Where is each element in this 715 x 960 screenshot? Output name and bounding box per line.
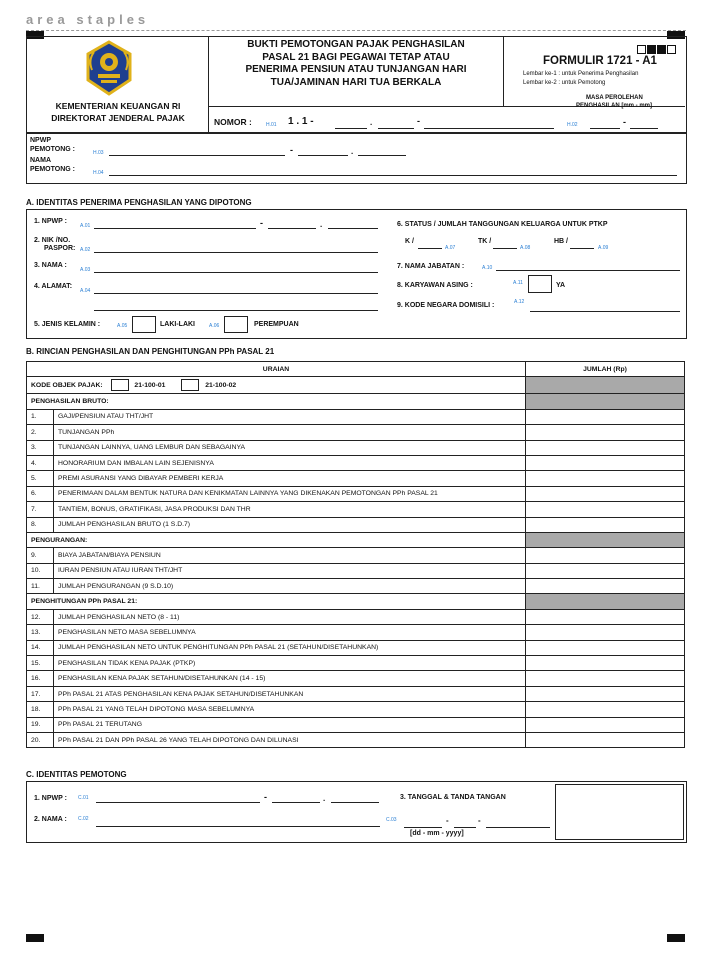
staples-dashed-line bbox=[26, 30, 686, 31]
row-amount-input[interactable] bbox=[526, 625, 685, 640]
row-amount-input[interactable] bbox=[526, 548, 685, 563]
table-row bbox=[27, 502, 685, 517]
a-tk-input[interactable] bbox=[493, 248, 517, 249]
kode-1-label: 21-100-01 bbox=[134, 382, 166, 390]
row-amount-input[interactable] bbox=[526, 517, 685, 532]
row-amount-input[interactable] bbox=[526, 686, 685, 701]
rincian-table bbox=[26, 361, 685, 748]
a-hb-code: A.09 bbox=[598, 245, 609, 251]
laki-laki-label: LAKI-LAKI bbox=[160, 321, 195, 328]
table-row bbox=[27, 656, 685, 671]
directorate-name: DIREKTORAT JENDERAL PAJAK bbox=[51, 113, 185, 123]
form-title-line-3: PENERIMA PENSIUN ATAU TUNJANGAN HARI bbox=[245, 64, 467, 75]
pemotong-npwp-input-1[interactable] bbox=[109, 155, 285, 156]
row-text: TUNJANGAN LAINNYA, UANG LEMBUR DAN SEBAGAINYA bbox=[54, 440, 526, 455]
a-npwp-dash: - bbox=[260, 218, 263, 228]
a-alamat-input-1[interactable] bbox=[94, 293, 378, 294]
row-text: JUMLAH PENGURANGAN (9 S.D.10) bbox=[54, 579, 526, 594]
row-number: 4. bbox=[27, 455, 54, 470]
row-number: 13. bbox=[27, 625, 54, 640]
table-row bbox=[27, 471, 685, 486]
section-a-title: A. IDENTITAS PENERIMA PENGHASILAN YANG DIPOTONG bbox=[26, 198, 252, 207]
a-negara-input[interactable] bbox=[530, 311, 680, 312]
row-text: GAJI/PENSIUN ATAU THT/JHT bbox=[54, 409, 526, 424]
table-row bbox=[27, 717, 685, 732]
c-npwp-dot: . bbox=[323, 794, 326, 803]
kode-objek-cell bbox=[27, 377, 526, 394]
kode-objek-jumlah bbox=[526, 377, 685, 394]
table-row bbox=[27, 671, 685, 686]
pemotong-nama-input[interactable] bbox=[109, 175, 677, 176]
a-negara-label: 9. KODE NEGARA DOMISILI : bbox=[397, 302, 495, 309]
a-npwp-dot: . bbox=[320, 220, 323, 229]
c-npwp-code: C.01 bbox=[78, 795, 89, 801]
col-jumlah-header: JUMLAH (Rp) bbox=[526, 362, 685, 377]
pemotong-npwp-dash: - bbox=[290, 145, 293, 155]
nomor-prefix: 1 . 1 - bbox=[288, 116, 314, 127]
section-b-title: B. RINCIAN PENGHASILAN DAN PENGHITUNGAN PPh PASAL 21 bbox=[26, 347, 275, 356]
form-title-line-4: TUA/JAMINAN HARI TUA BERKALA bbox=[270, 76, 442, 88]
row-number: 18. bbox=[27, 702, 54, 717]
row-amount-input[interactable] bbox=[526, 502, 685, 517]
a-tk-code: A.08 bbox=[520, 245, 531, 251]
djp-emblem-icon bbox=[84, 40, 134, 96]
c-npwp-input-1[interactable] bbox=[96, 802, 260, 803]
group-label-penghitungan: PENGHITUNGAN PPh PASAL 21: bbox=[27, 594, 526, 609]
a-alamat-input-2[interactable] bbox=[94, 310, 378, 311]
row-text: JUMLAH PENGHASILAN NETO (8 - 11) bbox=[54, 609, 526, 624]
c-npwp-dash: - bbox=[264, 792, 267, 802]
table-row bbox=[27, 455, 685, 470]
row-text: PPh PASAL 21 ATAS PENGHASILAN KENA PAJAK SETAHUN/DISETAHUNKAN bbox=[54, 686, 526, 701]
masa-label-2: PENGHASILAN [mm - mm] bbox=[576, 103, 653, 109]
kode-objek-row bbox=[27, 377, 685, 394]
row-text: PENGHASILAN NETO MASA SEBELUMNYA bbox=[54, 625, 526, 640]
form-name: FORMULIR 1721 - A1 bbox=[543, 55, 657, 67]
a-asing-label: 8. KARYAWAN ASING : bbox=[397, 282, 473, 289]
row-number: 10. bbox=[27, 563, 54, 578]
pemotong-npwp-input-3[interactable] bbox=[358, 155, 406, 156]
group-jumlah-pengurangan bbox=[526, 532, 685, 547]
a-npwp-input-3[interactable] bbox=[328, 228, 378, 229]
a-npwp-input-1[interactable] bbox=[94, 228, 256, 229]
table-row bbox=[27, 563, 685, 578]
pemotong-npwp-dot: . bbox=[351, 147, 354, 156]
row-number: 12. bbox=[27, 609, 54, 624]
a-nama-input[interactable] bbox=[94, 272, 378, 273]
c-ttd-label: 3. TANGGAL & TANDA TANGAN bbox=[400, 794, 506, 801]
pemotong-nama-code: H.04 bbox=[93, 170, 104, 176]
a-nik-input[interactable] bbox=[94, 252, 378, 253]
c-npwp-input-3[interactable] bbox=[331, 802, 379, 803]
row-amount-input[interactable] bbox=[526, 486, 685, 501]
a-k-label: K / bbox=[405, 238, 414, 245]
table-row bbox=[27, 702, 685, 717]
a-jk-label: 5. JENIS KELAMIN : bbox=[34, 321, 101, 328]
row-text: PPh PASAL 21 TERUTANG bbox=[54, 717, 526, 732]
a-jabatan-input[interactable] bbox=[496, 270, 680, 271]
row-text: PENGHASILAN TIDAK KENA PAJAK (PTKP) bbox=[54, 656, 526, 671]
group-row-pengurangan bbox=[27, 532, 685, 547]
row-text: PENERIMAAN DALAM BENTUK NATURA DAN KENIKMATAN LAINNYA YANG DIKENAKAN PEMOTONGAN PPh PASAL 21 bbox=[54, 486, 526, 501]
c-nama-input[interactable] bbox=[96, 826, 380, 827]
table-row bbox=[27, 732, 685, 747]
masa-label-1: MASA PEROLEHAN bbox=[586, 95, 643, 101]
a-asing-code: A.11 bbox=[513, 280, 523, 286]
a-nik-code: A.02 bbox=[80, 247, 91, 253]
row-number: 5. bbox=[27, 471, 54, 486]
a-npwp-code: A.01 bbox=[80, 223, 91, 229]
masa-code: H.02 bbox=[567, 122, 578, 128]
masa-input-1[interactable] bbox=[590, 128, 620, 129]
row-number: 19. bbox=[27, 717, 54, 732]
a-alamat-code: A.04 bbox=[80, 288, 91, 294]
row-number: 6. bbox=[27, 486, 54, 501]
row-number: 7. bbox=[27, 502, 54, 517]
row-text: PREMI ASURANSI YANG DIBAYAR PEMBERI KERJA bbox=[54, 471, 526, 486]
row-amount-input[interactable] bbox=[526, 425, 685, 440]
c-date-month-input[interactable] bbox=[454, 827, 476, 828]
row-text: BIAYA JABATAN/BIAYA PENSIUN bbox=[54, 548, 526, 563]
row-number: 16. bbox=[27, 671, 54, 686]
row-amount-input[interactable] bbox=[526, 640, 685, 655]
c-nama-label: 2. NAMA : bbox=[34, 816, 67, 823]
nomor-dash: - bbox=[417, 116, 420, 126]
pemotong-frame bbox=[26, 132, 687, 184]
staples-area-label: area staples bbox=[26, 12, 150, 27]
row-text: PENGHASILAN KENA PAJAK SETAHUN/DISETAHUNKAN (14 - 15) bbox=[54, 671, 526, 686]
form-title bbox=[210, 39, 502, 89]
a-alamat-label: 4. ALAMAT: bbox=[34, 283, 73, 290]
row-amount-input[interactable] bbox=[526, 471, 685, 486]
table-row bbox=[27, 640, 685, 655]
row-amount-input[interactable] bbox=[526, 671, 685, 686]
a-jk-code-2: A.06 bbox=[209, 323, 220, 329]
a-tk-label: TK / bbox=[478, 238, 492, 245]
pemotong-npwp-label-2: PEMOTONG : bbox=[30, 146, 75, 153]
nomor-input-1[interactable] bbox=[335, 128, 367, 129]
a-k-code: A.07 bbox=[445, 245, 456, 251]
a-jabatan-label: 7. NAMA JABATAN : bbox=[397, 263, 465, 270]
masa-dash: - bbox=[623, 117, 626, 127]
c-date-code: C.03 bbox=[386, 817, 397, 823]
kode-2-checkbox[interactable] bbox=[181, 379, 199, 391]
row-number: 3. bbox=[27, 440, 54, 455]
table-row bbox=[27, 548, 685, 563]
row-text: HONORARIUM DAN IMBALAN LAIN SEJENISNYA bbox=[54, 455, 526, 470]
table-row bbox=[27, 625, 685, 640]
row-text: IURAN PENSIUN ATAU IURAN THT/JHT bbox=[54, 563, 526, 578]
a-negara-code: A.12 bbox=[514, 299, 525, 305]
form-title-line-1: BUKTI PEMOTONGAN PAJAK PENGHASILAN bbox=[247, 39, 465, 50]
row-amount-input[interactable] bbox=[526, 717, 685, 732]
perempuan-label: PEREMPUAN bbox=[254, 321, 299, 328]
group-row-bruto bbox=[27, 394, 685, 409]
pemotong-nama-label-1: NAMA bbox=[30, 157, 51, 164]
a-jk-code-1: A.05 bbox=[117, 323, 128, 329]
section-c-title: C. IDENTITAS PEMOTONG bbox=[26, 770, 127, 779]
header-divider-1 bbox=[208, 36, 209, 132]
pemotong-npwp-label-1: NPWP bbox=[30, 137, 51, 144]
group-label-pengurangan: PENGURANGAN: bbox=[27, 532, 526, 547]
row-amount-input[interactable] bbox=[526, 732, 685, 747]
a-npwp-label: 1. NPWP : bbox=[34, 218, 67, 225]
perempuan-checkbox[interactable] bbox=[224, 316, 248, 333]
group-row-penghitungan bbox=[27, 594, 685, 609]
kode-objek-label: KODE OBJEK PAJAK: bbox=[31, 382, 103, 390]
row-number: 8. bbox=[27, 517, 54, 532]
row-number: 11. bbox=[27, 579, 54, 594]
a-ya-label: YA bbox=[556, 282, 566, 289]
row-amount-input[interactable] bbox=[526, 455, 685, 470]
table-row bbox=[27, 409, 685, 424]
c-date-dash-2: - bbox=[478, 816, 481, 825]
group-jumlah-penghitungan bbox=[526, 594, 685, 609]
corner-mark-bottom-left bbox=[26, 934, 44, 942]
signature-box[interactable] bbox=[555, 784, 684, 840]
pemotong-npwp-input-2[interactable] bbox=[298, 155, 348, 156]
copy-note-2: Lembar ke-2 : untuk Pemotong bbox=[523, 80, 606, 86]
a-nik-label-2: PASPOR: bbox=[44, 245, 76, 252]
table-row bbox=[27, 425, 685, 440]
table-row bbox=[27, 609, 685, 624]
nomor-input-2[interactable] bbox=[378, 128, 414, 129]
nomor-input-3[interactable] bbox=[424, 128, 554, 129]
a-k-input[interactable] bbox=[418, 248, 442, 249]
row-number: 17. bbox=[27, 686, 54, 701]
row-number: 15. bbox=[27, 656, 54, 671]
row-number: 14. bbox=[27, 640, 54, 655]
pemotong-npwp-code: H.03 bbox=[93, 150, 104, 156]
a-status-label: 6. STATUS / JUMLAH TANGGUNGAN KELUARGA UNTUK PTKP bbox=[397, 221, 608, 228]
a-nama-label: 3. NAMA : bbox=[34, 262, 67, 269]
group-jumlah-bruto bbox=[526, 394, 685, 409]
kode-2-label: 21-100-02 bbox=[205, 382, 237, 390]
pemotong-nama-label-2: PEMOTONG : bbox=[30, 166, 75, 173]
row-number: 2. bbox=[27, 425, 54, 440]
table-row bbox=[27, 579, 685, 594]
row-text: TANTIEM, BONUS, GRATIFIKASI, JASA PRODUKSI DAN THR bbox=[54, 502, 526, 517]
row-number: 9. bbox=[27, 548, 54, 563]
row-text: PPh PASAL 21 YANG TELAH DIPOTONG MASA SEBELUMNYA bbox=[54, 702, 526, 717]
c-npwp-label: 1. NPWP : bbox=[34, 795, 67, 802]
ministry-name: KEMENTERIAN KEUANGAN RI bbox=[55, 101, 181, 111]
a-nama-code: A.03 bbox=[80, 267, 91, 273]
masa-input-2[interactable] bbox=[630, 128, 658, 129]
karyawan-asing-checkbox[interactable] bbox=[528, 275, 552, 293]
c-date-hint: [dd - mm - yyyy] bbox=[410, 830, 464, 837]
a-hb-label: HB / bbox=[554, 238, 568, 245]
table-row bbox=[27, 686, 685, 701]
row-text: PPh PASAL 21 DAN PPh PASAL 26 YANG TELAH DIPOTONG DAN DILUNASI bbox=[54, 732, 526, 747]
nomor-label: NOMOR : bbox=[214, 117, 252, 127]
row-amount-input[interactable] bbox=[526, 609, 685, 624]
row-text: JUMLAH PENGHASILAN BRUTO (1 S.D.7) bbox=[54, 517, 526, 532]
row-text: TUNJANGAN PPh bbox=[54, 425, 526, 440]
form-title-line-2: PASAL 21 BAGI PEGAWAI TETAP ATAU bbox=[262, 51, 450, 63]
c-date-year-input[interactable] bbox=[486, 827, 550, 828]
a-npwp-input-2[interactable] bbox=[268, 228, 316, 229]
group-label-bruto: PENGHASILAN BRUTO: bbox=[27, 394, 526, 409]
row-amount-input[interactable] bbox=[526, 579, 685, 594]
kode-1-checkbox[interactable] bbox=[111, 379, 129, 391]
a-nik-label-1: 2. NIK /NO. bbox=[34, 237, 71, 244]
row-amount-input[interactable] bbox=[526, 563, 685, 578]
corner-mark-bottom-right bbox=[667, 934, 685, 942]
c-date-dash-1: - bbox=[446, 816, 449, 825]
a-jabatan-code: A.10 bbox=[482, 265, 493, 271]
row-amount-input[interactable] bbox=[526, 702, 685, 717]
row-amount-input[interactable] bbox=[526, 656, 685, 671]
nomor-dot-1: . bbox=[370, 118, 373, 127]
a-hb-input[interactable] bbox=[570, 248, 594, 249]
row-number: 1. bbox=[27, 409, 54, 424]
row-text: JUMLAH PENGHASILAN NETO UNTUK PENGHITUNGAN PPh PASAL 21 (SETAHUN/DISETAHUNKAN) bbox=[54, 640, 526, 655]
copy-note-1: Lembar ke-1 : untuk Penerima Penghasilan bbox=[523, 71, 639, 77]
table-row bbox=[27, 517, 685, 532]
col-uraian-header: URAIAN bbox=[27, 362, 526, 377]
table-header-row bbox=[27, 362, 685, 377]
table-row bbox=[27, 440, 685, 455]
c-nama-code: C.02 bbox=[78, 816, 89, 822]
row-amount-input[interactable] bbox=[526, 409, 685, 424]
nomor-code: H.01 bbox=[266, 122, 277, 128]
c-date-day-input[interactable] bbox=[404, 827, 442, 828]
c-npwp-input-2[interactable] bbox=[272, 802, 320, 803]
table-row bbox=[27, 486, 685, 501]
row-amount-input[interactable] bbox=[526, 440, 685, 455]
laki-laki-checkbox[interactable] bbox=[132, 316, 156, 333]
row-number: 20. bbox=[27, 732, 54, 747]
header-divider-2 bbox=[503, 36, 504, 106]
